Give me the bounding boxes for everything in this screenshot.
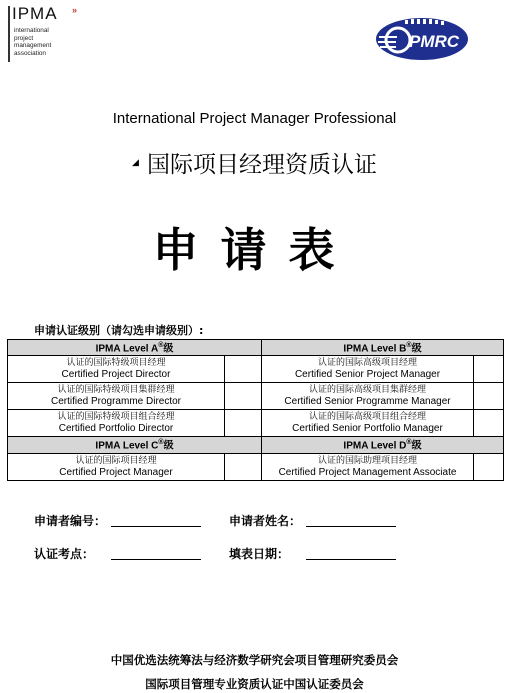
level-b-option-senior-programme-manager (262, 383, 474, 410)
footer-organization-2: 国际项目管理专业资质认证中国认证委员会 (145, 677, 364, 691)
applicant-name-label: 申请者姓名： (229, 514, 302, 528)
ipma-subtitle-line: management (14, 42, 52, 50)
title-chinese: 国际项目经理资质认证 (146, 152, 377, 178)
level-a-checkbox-programme-director[interactable] (225, 383, 262, 410)
option-en: Certified Senior Project Manager (294, 369, 441, 381)
ipma-subtitle-line: association (14, 49, 46, 57)
option-cn: 认证的国际助理项目经理 (317, 455, 417, 466)
level-c-header (8, 437, 262, 453)
level-a-option-programme-director (8, 383, 225, 410)
option-cn: 认证的国际特级项目组合经理 (57, 412, 175, 423)
level-a-checkbox-project-director[interactable] (225, 356, 262, 383)
registered-mark: ® (406, 439, 412, 447)
fill-date-field[interactable] (306, 559, 396, 560)
option-cn: 认证的国际项目经理 (75, 455, 157, 466)
ipma-subtitle-line: project (14, 34, 34, 42)
level-section-label: 申请认证级别（请勾选申请级别）: (34, 324, 204, 337)
fill-date-label: 填表日期： (229, 547, 290, 561)
form-main-title: 申请表 (152, 223, 357, 277)
level-suffix: 级 (411, 343, 422, 355)
exam-site-label: 认证考点： (34, 547, 95, 561)
registered-mark: ® (406, 342, 412, 349)
level-a-checkbox-portfolio-director[interactable] (225, 410, 262, 437)
ipma-logo-text: IPMA (12, 4, 58, 23)
footer-organization-1: 中国优选法统筹法与经济数学研究会项目管理研究委员会 (110, 653, 399, 667)
table-row (8, 453, 504, 480)
ipma-subtitle-line: international (14, 27, 49, 34)
pmrc-logo-text: PMRC (409, 32, 460, 51)
level-suffix: 级 (163, 440, 174, 452)
option-cn: 认证的国际高级项目组合经理 (308, 412, 426, 423)
level-b-header-text: IPMA Level B (343, 343, 407, 355)
level-c-checkbox-project-manager[interactable] (225, 453, 262, 480)
option-en: Certified Project Manager (59, 466, 173, 478)
level-a-option-portfolio-director (8, 410, 225, 437)
level-b-checkbox-senior-programme-manager[interactable] (474, 383, 504, 410)
ipma-logo-bar (8, 6, 10, 62)
level-d-option-pm-associate (262, 453, 474, 480)
level-a-option-project-director (8, 356, 225, 383)
level-a-header-text: IPMA Level A (95, 343, 159, 355)
ipma-logo-subtitle (14, 27, 84, 57)
title-english: International Project Manager Professional (112, 110, 397, 127)
level-c-option-project-manager (8, 453, 225, 480)
level-b-checkbox-senior-portfolio-manager[interactable] (474, 410, 504, 437)
applicant-name-field[interactable] (306, 526, 396, 527)
level-b-checkbox-senior-project-manager[interactable] (474, 356, 504, 383)
pmrc-logo (375, 14, 470, 62)
registered-mark: ® (158, 439, 164, 447)
option-en: Certified Project Director (61, 369, 171, 381)
table-row (8, 410, 504, 437)
level-b-option-senior-project-manager (262, 356, 474, 383)
level-selection-table (7, 339, 504, 481)
level-suffix: 级 (411, 440, 422, 452)
level-b-option-senior-portfolio-manager (262, 410, 474, 437)
option-en: Certified Programme Director (50, 396, 182, 408)
applicant-no-label: 申请者编号： (34, 514, 107, 528)
option-cn: 认证的国际高级项目经理 (317, 358, 417, 369)
triangle-marker-icon: ◢ (132, 158, 139, 168)
exam-site-field[interactable] (111, 559, 201, 560)
applicant-no-field[interactable] (111, 526, 201, 527)
option-en: Certified Senior Portfolio Manager (292, 423, 443, 435)
table-row (8, 437, 504, 453)
level-a-header (8, 340, 262, 356)
level-d-header (262, 437, 504, 453)
option-cn: 认证的国际特级项目经理 (66, 358, 166, 369)
level-b-header (262, 340, 504, 356)
table-row (8, 340, 504, 356)
level-c-header-text: IPMA Level C (95, 440, 159, 452)
option-en: Certified Project Management Associate (278, 466, 457, 478)
level-suffix: 级 (163, 343, 174, 355)
option-cn: 认证的国际高级项目集群经理 (308, 385, 426, 396)
level-d-checkbox-pm-associate[interactable] (474, 453, 504, 480)
option-en: Certified Senior Programme Manager (284, 396, 451, 408)
ipma-logo-arrow: » (72, 5, 78, 15)
registered-mark: ® (158, 342, 164, 349)
title-chinese-row (0, 146, 509, 179)
level-d-header-text: IPMA Level D (343, 440, 407, 452)
option-en: Certified Portfolio Director (58, 423, 174, 435)
option-cn: 认证的国际特级项目集群经理 (57, 385, 175, 396)
table-row (8, 383, 504, 410)
table-row (8, 356, 504, 383)
